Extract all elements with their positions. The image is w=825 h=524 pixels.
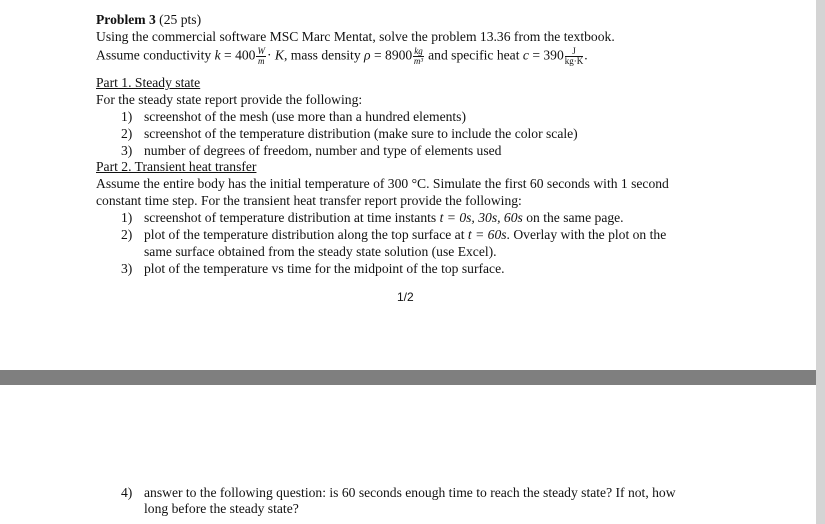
list-item-number: 4) [121, 485, 133, 500]
list-item-number: 3) [121, 261, 133, 276]
list-item-number: 2) [121, 126, 133, 141]
list-item: answer to the following question: is 60 seconds enough time to reach the steady state? If not, how [144, 485, 676, 500]
part2-heading: Part 2. Transient heat transfer [96, 159, 257, 174]
list-item: plot of the temperature vs time for the midpoint of the top surface. [144, 261, 505, 276]
c-symbol: c [522, 47, 529, 63]
problem-points: (25 pts) [155, 12, 202, 27]
problem-heading [96, 12, 201, 28]
list-item-continuation: same surface obtained from the steady state solution (use Excel). [144, 244, 497, 259]
rho-symbol: ρ [364, 47, 371, 63]
list-item-number: 3) [121, 143, 133, 158]
density-unit-fraction: $\frac{kg}{\text{m³}}$ [413, 46, 424, 66]
material-properties-line: Assume conductivity k = 400 $\frac{W}{m}$ · K, mass density ρ = 8900 $\frac{kg}{\text{m³}}$ and specific heat c = 390 $\frac{J}{kg\cdot K}$ . [96, 46, 588, 66]
conductivity-unit-fraction: $\frac{W}{m}$ [257, 46, 265, 66]
problem-intro-line: Using the commercial software MSC Marc Mentat, solve the problem 13.36 from the textbook. [96, 29, 615, 44]
specific-heat-unit-fraction: $\frac{J}{kg\cdot K}$ [564, 46, 584, 66]
k-symbol: k [214, 47, 221, 63]
document-page-2 [0, 385, 816, 524]
list-item-continuation: long before the steady state? [144, 501, 299, 516]
list-item: screenshot of the mesh (use more than a hundred elements) [144, 109, 466, 124]
part1-intro: For the steady state report provide the following: [96, 92, 363, 107]
part1-heading: Part 1. Steady state [96, 75, 201, 90]
page-separator [0, 370, 825, 385]
page-number: 1/2 [397, 290, 414, 304]
part2-intro-line-2: constant time step. For the transient heat transfer report provide the following: [96, 193, 522, 208]
viewer-right-edge [816, 0, 825, 524]
list-item: plot of the temperature distribution along the top surface at t = 60s. Overlay with the plot on the [144, 227, 667, 242]
problem-title: Problem 3 [96, 12, 156, 27]
list-item-number: 1) [121, 109, 133, 124]
part2-intro-line-1: Assume the entire body has the initial temperature of 300 °C. Simulate the first 60 seconds with 1 second [96, 176, 669, 191]
list-item: screenshot of the temperature distribution (make sure to include the color scale) [144, 126, 578, 141]
list-item: screenshot of temperature distribution at time instants t = 0s, 30s, 60s on the same page. [144, 210, 624, 225]
list-item-number: 2) [121, 227, 133, 242]
list-item-number: 1) [121, 210, 133, 225]
list-item: number of degrees of freedom, number and type of elements used [144, 143, 502, 158]
